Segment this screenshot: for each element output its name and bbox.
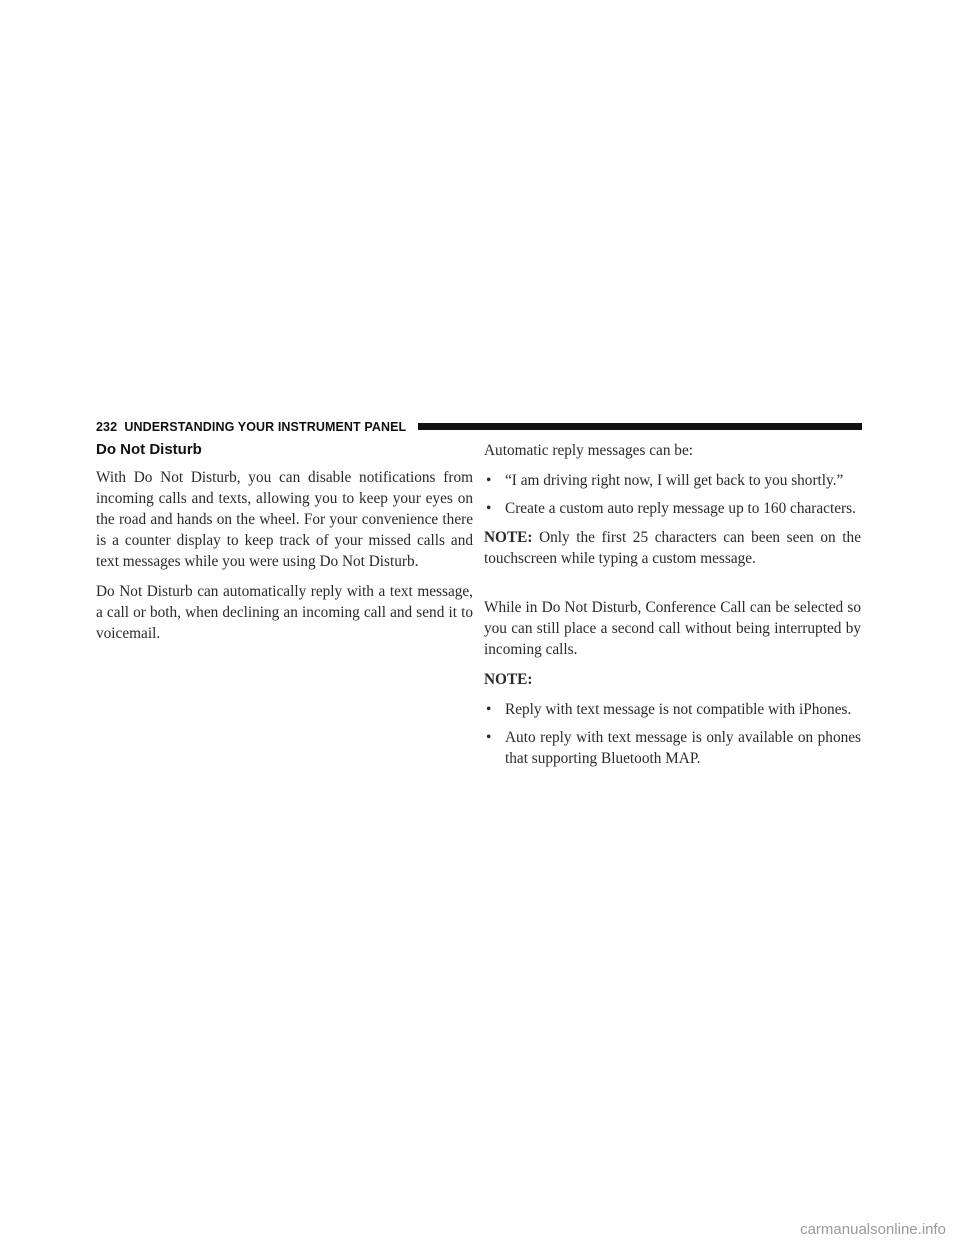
watermark: carmanualsonline.info [800, 1221, 946, 1238]
section-name: UNDERSTANDING YOUR INSTRUMENT PANEL [124, 420, 407, 434]
bullet-icon: • [486, 500, 492, 517]
bullet-icon: • [486, 472, 492, 489]
intro-paragraph: With Do Not Disturb, you can disable notifications from incoming calls and texts, allowing you to keep your eyes on the road and hands on the wheel. For your convenience there is a counter display to keep track of your missed calls and text messages while you were using Do Not Disturb. [96, 469, 473, 570]
header-text [96, 420, 406, 434]
section-title: Do Not Disturb [96, 441, 202, 458]
spacer [484, 578, 861, 597]
running-header [96, 420, 862, 434]
note-characters: NOTE: Only the first 25 characters can been seen on the touchscreen while typing a custom message. [484, 529, 861, 567]
compatibility-list [484, 699, 861, 769]
list-item: • Create a custom auto reply message up to 160 characters. [486, 500, 856, 517]
conference-call-paragraph: While in Do Not Disturb, Conference Call can be selected so you can still place a second call without being interrupted by incoming calls. [484, 599, 861, 658]
header-rule [418, 423, 862, 430]
right-column [484, 440, 861, 777]
list-item: • Reply with text message is not compatible with iPhones. [486, 701, 852, 718]
note-heading [484, 669, 861, 690]
list-item: • Auto reply with text message is only available on phones that supporting Bluetooth MAP. [486, 729, 861, 767]
auto-reply-intro: Automatic reply messages can be: [484, 442, 693, 459]
auto-reply-paragraph: Do Not Disturb can automatically reply with a text message, a call or both, when declining an incoming call and send it to voicemail. [96, 583, 473, 642]
bullet-icon: • [486, 729, 492, 746]
list-item: • “I am driving right now, I will get back to you shortly.” [486, 472, 844, 489]
auto-reply-list [484, 470, 861, 519]
note-label: NOTE: [484, 529, 533, 546]
bullet-icon: • [486, 701, 492, 718]
left-column [96, 440, 473, 653]
page-number: 232 [96, 420, 118, 434]
note-label: NOTE: [484, 671, 533, 688]
